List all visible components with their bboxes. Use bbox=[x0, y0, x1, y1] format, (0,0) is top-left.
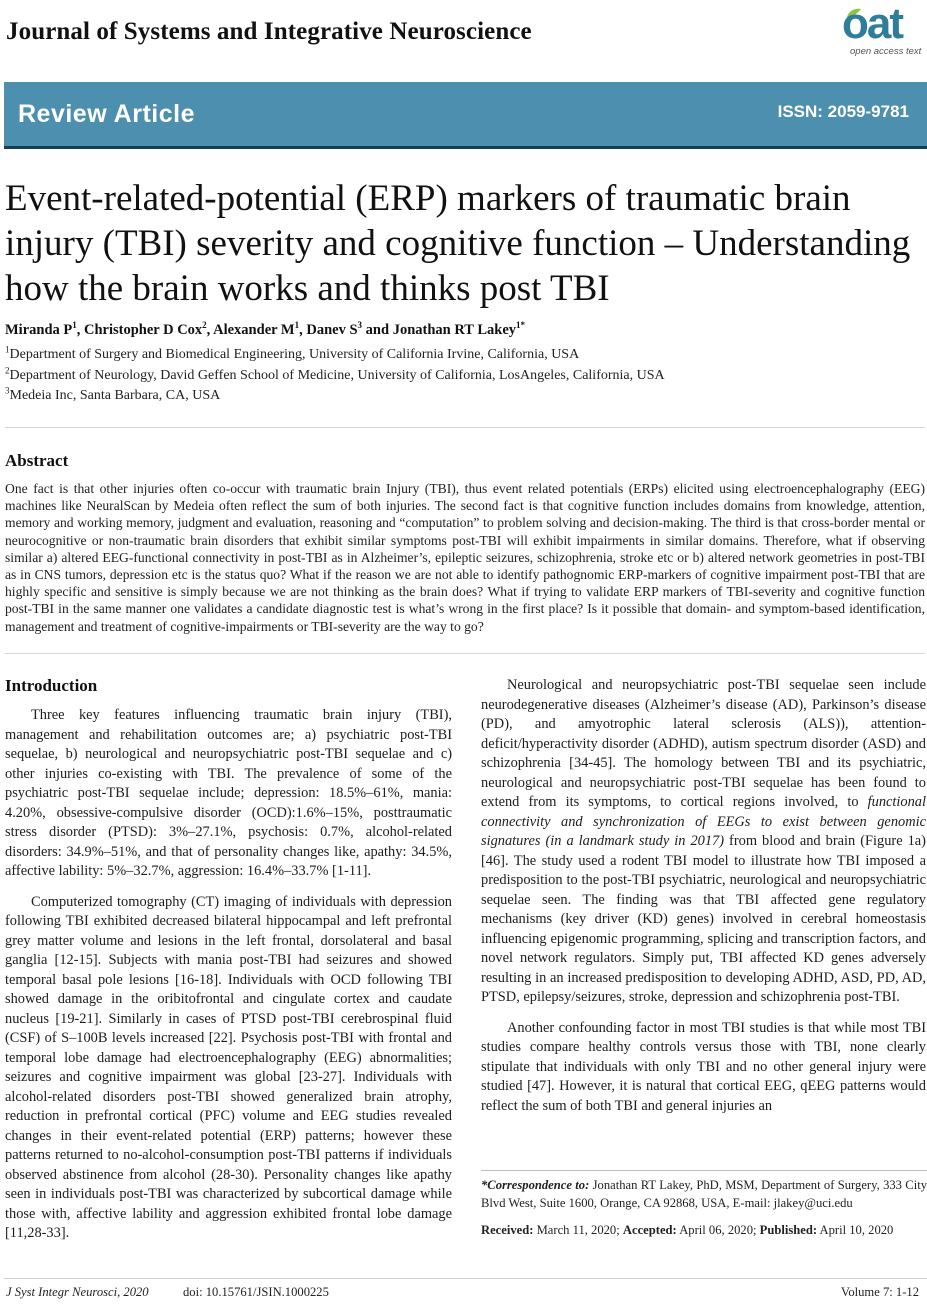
body-paragraph: Three key features influencing traumatic brain injury (TBI), management and rehabilitation outcomes are; a) psychiatric post-TBI sequelae, b) neurological and neuropsychiatric post-TBI sequelae and c) other injuries co-existing with TBI. The prevalence of some of the psychiatric post-TBI sequelae include; depression: 18.5%–61%, mania: 4.20%, obsessive-compulsive disorder (OCD):1.6%–15%, posttraumatic stress disorder (PTSD): 3%–27.1%, psychosis: 0.7%, alcohol-related disorders: 34.9%–51%, and that of personality changes like, apathy: 34.5%, affective lability: 5%–32.7%, aggression: 16.4%–33.7% [1-11]. bbox=[5, 707, 452, 879]
affiliation: $^2$Department of Neurology, David Geffen School of Medicine, University of California, LosAngeles, California, USA bbox=[5, 365, 665, 383]
author: Alexander $M^1$, bbox=[213, 320, 307, 338]
right-column bbox=[481, 676, 926, 1127]
affiliation: $^3$Medeia Inc, Santa Barbara, CA, USA bbox=[5, 385, 221, 403]
logo-tagline: open access text bbox=[850, 46, 922, 57]
logo-mark: oat bbox=[842, 0, 902, 48]
divider bbox=[4, 1278, 927, 1279]
footer-volume: Volume 7: 1-12 bbox=[840, 1285, 919, 1299]
introduction-heading: Introduction bbox=[5, 676, 98, 695]
body-paragraph: Neurological and neuropsychiatric post-TBI sequelae seen include neurodegenerative diseases (Alzheimer’s disease (AD), Parkinson’s disease (PD), and amyotrophic lateral sclerosis (ALS)), attention-deficit/hyperactivity disorder (ADHD), autism spectrum disorder (ASD) and schizophrenia [34-45]. The homology between TBI and its psychiatric, neurological and neuropsychiatric post-TBI sequelae has been found to extend from its symptoms, to cortical regions involved, to functional connectivity and synchronization of EEGs to exist between genomic signatures (in a landmark study in 2017) from blood and brain (Figure 1a) [46]. The study used a rodent TBI model to illustrate how TBI imposed a predisposition to the post-TBI psychiatric, neurological and neuropsychiatric sequelae seen. The finding was that TBI affected gene regulatory mechanisms (key driver (KD) genes) involved in cerebral homeostasis influencing epigenomic programming, splicing and transcription factors, and novel network regulators. Simply put, TBI affected KD genes adversely resulting in an increased predisposition to developing ADHD, ASD, PD, AD, PTSD, epilepsy/seizures, stroke, depression and schizophrenia post-TBI. bbox=[481, 677, 926, 1005]
author-list bbox=[5, 322, 925, 339]
author: Christopher D Cox$^2$, bbox=[84, 320, 214, 338]
abstract-text: One fact is that other injuries often co-occur with traumatic brain Injury (TBI), thus event related potentials (ERPs) elicited using electroencephalography (EEG) machines like NeuralScan by Medeia often reflect the sum of both injuries. The second fact is that cognitive function includes domains from knowledge, attention, memory and working memory, judgment and evaluation, reasoning and “computation” to problem solving and decision-making. The third is that cross-border mental or neurocognitive or non-traumatic brain disorders that exhibit similar symptoms post-TBI will exhibit impairments in similar domains. Therefore, what if observing similar a) altered EEG-functional connectivity in post-TBI as in Alzheimer’s, epileptic seizures, schizophrenia, stroke etc or b) altered network geometries in post-TBI as in CNS tumors, depression etc is the status quo? What if the reason we are not able to identify pathognomic ERP-markers of cognitive impairment post-TBI that are highly specific and sensitive is simply because we are not thinking as the brain does? What if trying to validate ERP markers of TBI-severity and cognitive function post-TBI in the same manner one validates a candidate diagnostic test is what’s wrong in the first place? Is it possible that domain- and symptom-based identification, management and treatment of cognitive-impairments or TBI-severity are the way to go? bbox=[5, 481, 925, 634]
article-title: Event-related-potential (ERP) markers of traumatic brain injury (TBI) severity and cognitive function – Understanding how the brain works and thinks post TBI bbox=[5, 178, 911, 309]
body-paragraph: Computerized tomography (CT) imaging of individuals with depression following TBI exhibited decreased bilateral hippocampal and left prefrontal grey matter volume and lesions in the left frontal, dorsolateral and basal ganglia [12-15]. Subjects with mania post-TBI had seizures and showed temporal basal pole lesions [16-18]. Individuals with OCD following TBI showed damage in the oribitofrontal and cingulate cortex and caudate nucleus [19-21]. Similarly in cases of PTSD post-TBI cerebrospinal fluid (CSF) of S–100B levels increased [22]. Psychosis post-TBI with frontal and temporal lobe damage had electroencephalography (EEG) abnormalities; seizures and cognitive impairment was global [23-27]. Individuals with alcohol-related disorders post-TBI showed generalized brain atrophy, reduction in prefrontal cortical (PFC) volume and EEG studies revealed changes in their event-related potential (ERP) patterns; however these patterns returned to no-alcohol-consumption post-TBI patterns if individuals observed abstinence from alcohol (28-30). Personality changes like apathy seen in individuals post-TBI was characterized by subcortical damage while those with, affective lability and aggression exhibited frontal lobe damage [11,28-33]. bbox=[5, 893, 452, 1241]
left-column bbox=[5, 676, 452, 1255]
journal-name: Journal of Systems and Integrative Neuroscience bbox=[6, 18, 532, 45]
article-type-banner bbox=[4, 82, 927, 149]
footer-citation: J Syst Integr Neurosci, 2020 bbox=[6, 1285, 149, 1299]
publication-dates: Received: March 11, 2020; Accepted: April 06, 2020; Published: April 10, 2020 bbox=[481, 1223, 894, 1237]
divider bbox=[5, 653, 925, 654]
divider bbox=[481, 1170, 927, 1171]
abstract-heading: Abstract bbox=[5, 451, 69, 470]
issn: ISSN: 2059-9781 bbox=[777, 102, 909, 121]
author: Danev $S^3$ and bbox=[306, 320, 393, 338]
footer-doi[interactable]: doi: 10.15761/JSIN.1000225 bbox=[183, 1285, 329, 1299]
body-paragraph: Another confounding factor in most TBI studies is that while most TBI studies compare healthy controls versus those with TBI, none clearly stipulate that individuals with only TBI and no other general injury were studied [47]. However, it is natural that cortical EEG, qEEG patterns would reflect the sum of both TBI and general injuries an bbox=[481, 1019, 926, 1114]
article-type: Review Article bbox=[18, 100, 195, 128]
author: Jonathan RT Lakey$^{1*}$ bbox=[392, 320, 526, 338]
affiliation: $^1$Department of Surgery and Biomedical Engineering, University of California Irvine, California, USA bbox=[5, 344, 580, 362]
publisher-logo[interactable] bbox=[842, 2, 926, 62]
author: Miranda $P^1$, bbox=[5, 320, 85, 338]
emphasized-text: functional connectivity and synchronization of EEGs to exist between genomic signatures (in a landmark study in 2017) bbox=[481, 794, 926, 849]
correspondence: *Correspondence to: Jonathan RT Lakey, PhD, MSM, Department of Surgery, 333 City Blvd West, Suite 1600, Orange, CA 92868, USA, E-mail: jlakey@uci.edu bbox=[481, 1178, 927, 1210]
divider bbox=[5, 427, 925, 428]
